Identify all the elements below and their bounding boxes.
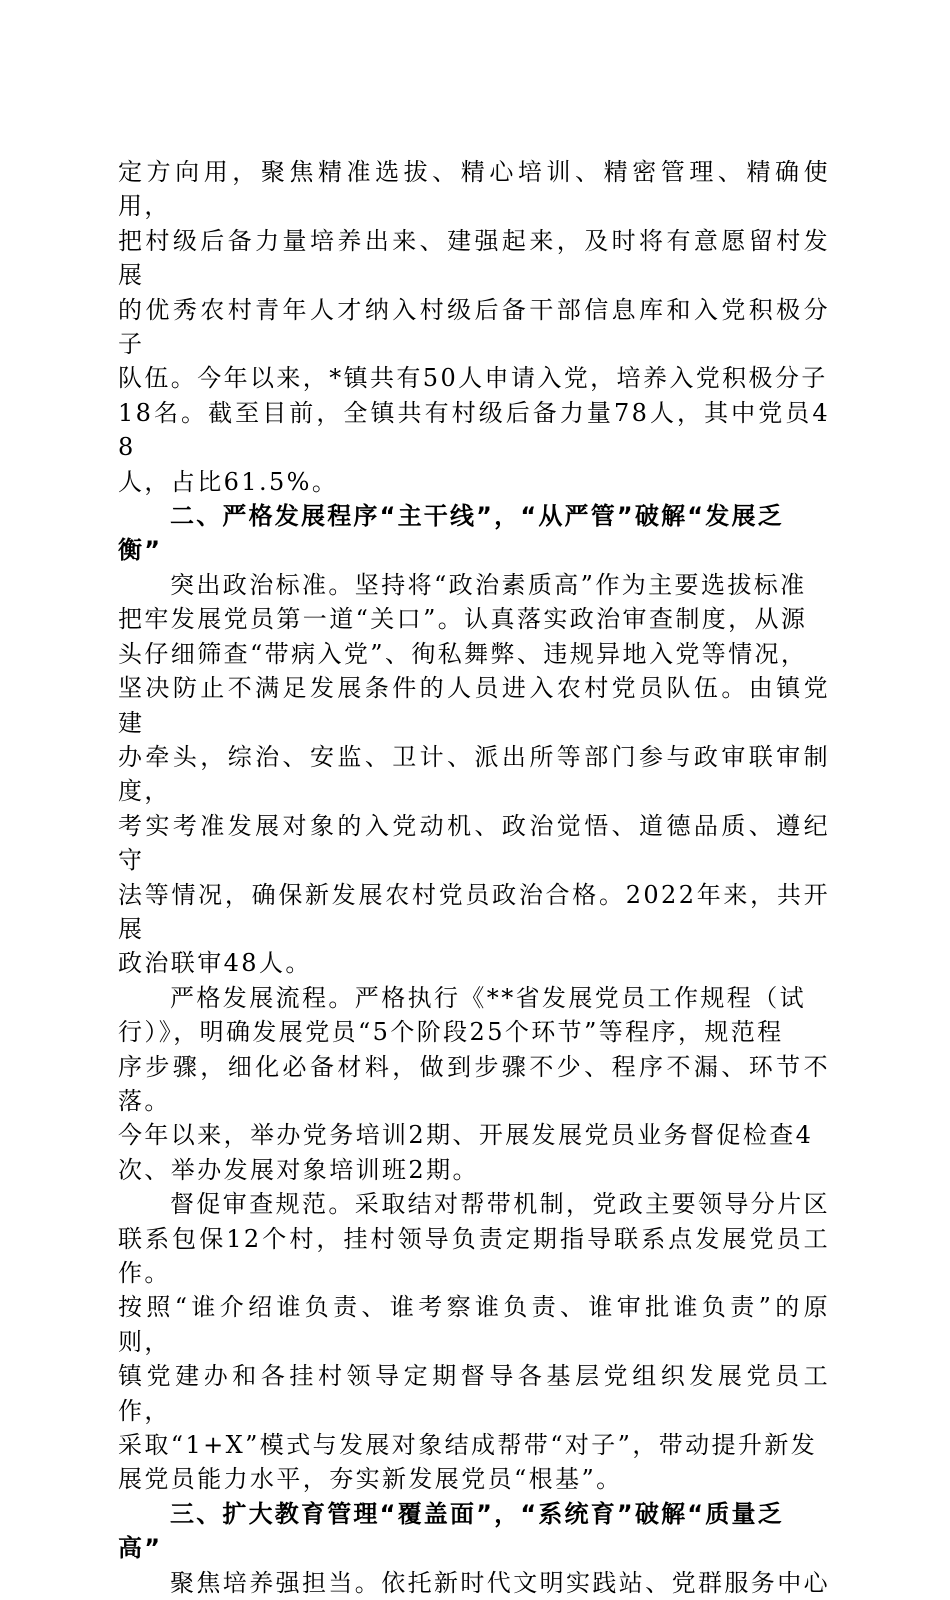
- text-line: 队伍。今年以来，*镇共有50人申请入党，培养入党积极分子: [118, 364, 828, 393]
- text-line: 严格发展流程。严格执行《**省发展党员工作规程（试: [170, 983, 806, 1012]
- document-body: [118, 155, 830, 1600]
- text-line: 的优秀农村青年人才纳入村级后备干部信息库和入党积极分子: [118, 295, 830, 359]
- paragraph-continued: [118, 155, 830, 499]
- text-line: 采取“1+X”模式与发展对象结成帮带“对子”，带动提升新发: [118, 1431, 818, 1460]
- text-line: 按照“谁介绍谁负责、谁考察谁负责、谁审批谁负责”的原则，: [118, 1293, 830, 1356]
- paragraph-development-process: [118, 981, 830, 1187]
- text-line: 把村级后备力量培养出来、建强起来，及时将有意愿留村发展: [118, 226, 830, 290]
- text-line: 18名。截至目前，全镇共有村级后备力量78人，其中党员48: [118, 398, 830, 462]
- text-line: 二、严格发展程序“主干线”，“从严管”破解“发展乏: [170, 502, 784, 531]
- section-heading-three: [118, 1497, 830, 1566]
- text-line: 展党员能力水平，夯实新发展党员“根基”。: [118, 1465, 623, 1494]
- paragraph-supervision-review: [118, 1187, 830, 1497]
- text-line: 序步骤，细化必备材料，做到步骤不少、程序不漏、环节不落。: [118, 1052, 830, 1115]
- text-line: 把牢发展党员第一道“关口”。认真落实政治审查制度，从源: [118, 605, 808, 634]
- text-line: 今年以来，举办党务培训2期、开展发展党员业务督促检查4: [118, 1121, 814, 1150]
- text-line: 政治联审48人。: [118, 949, 312, 978]
- text-line: 督促审查规范。采取结对帮带机制，党政主要领导分片区: [170, 1190, 830, 1219]
- text-line: 镇党建办和各挂村领导定期督导各基层党组织发展党员工作，: [118, 1362, 830, 1425]
- text-line: 三、扩大教育管理“覆盖面”，“系统育”破解“质量乏: [170, 1499, 784, 1528]
- text-line: 考实考准发展对象的入党动机、政治觉悟、道德品质、遵纪守: [118, 811, 830, 875]
- text-line: 衡”: [118, 536, 163, 565]
- text-line: 法等情况，确保新发展农村党员政治合格。2022年来，共开展: [118, 880, 830, 943]
- text-line: 定方向用，聚焦精准选拔、精心培训、精密管理、精确使用，: [118, 158, 830, 221]
- text-line: 联系包保12个村，挂村领导负责定期指导联系点发展党员工作。: [118, 1224, 830, 1287]
- text-line: 次、举办发展对象培训班2期。: [118, 1155, 479, 1184]
- section-heading-two: [118, 499, 830, 568]
- paragraph-training-focus: [118, 1566, 830, 1600]
- paragraph-political-standard: [118, 568, 830, 981]
- text-line: 高”: [118, 1534, 163, 1563]
- text-line: 坚决防止不满足发展条件的人员进入农村党员队伍。由镇党建: [118, 674, 830, 737]
- text-line: 办牵头，综治、安监、卫计、派出所等部门参与政审联审制度，: [118, 742, 830, 806]
- text-line: 行）》，明确发展党员“5个阶段25个环节”等程序，规范程: [118, 1018, 784, 1047]
- text-line: 头仔细筛查“带病入党”、徇私舞弊、违规异地入党等情况，: [118, 639, 808, 668]
- text-line: 人，占比61.5%。: [118, 467, 339, 496]
- text-line: 聚焦培养强担当。依托新时代文明实践站、党群服务中心: [170, 1568, 830, 1597]
- text-line: 突出政治标准。坚持将“政治素质高”作为主要选拔标准: [170, 570, 807, 599]
